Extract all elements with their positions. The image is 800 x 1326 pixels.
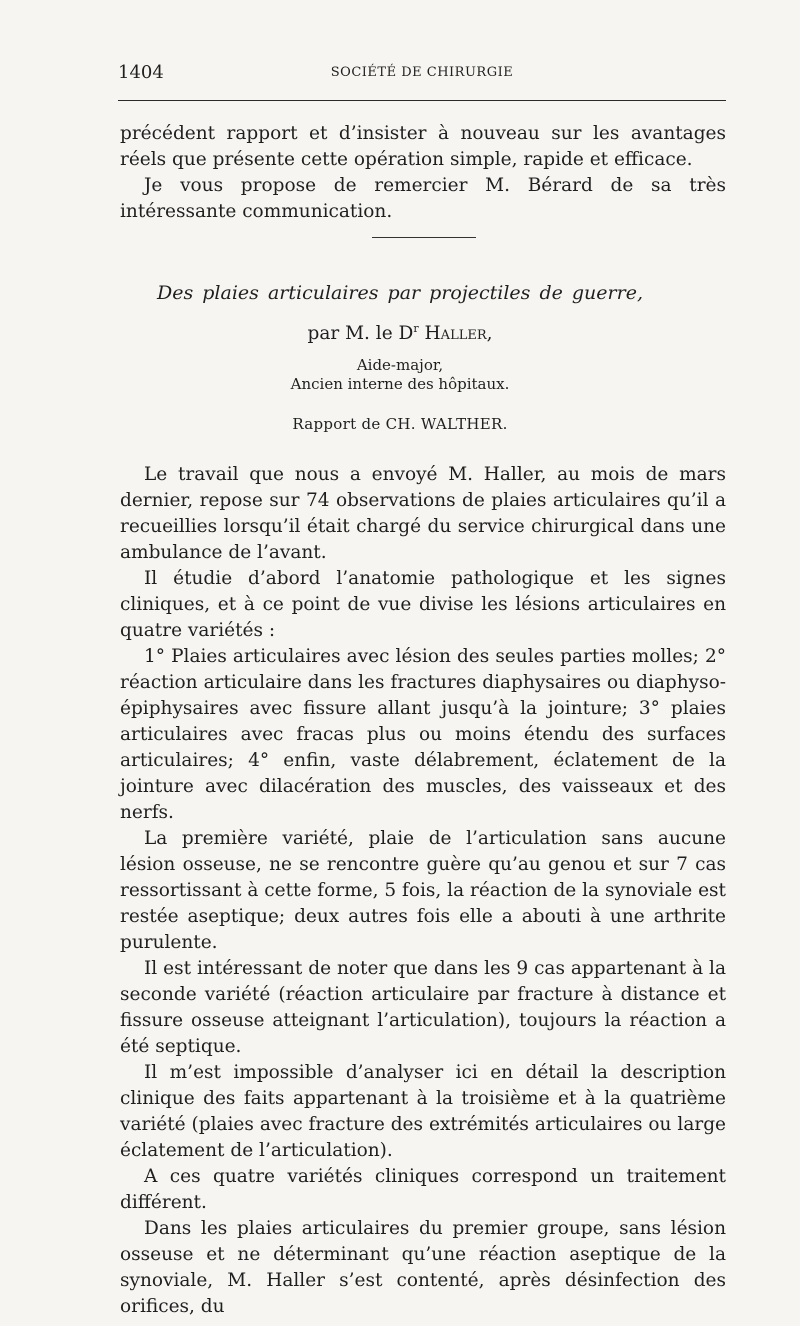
paragraph: Je vous propose de remercier M. Bérard de sa très intéressante communication.: [120, 175, 726, 222]
paragraph: A ces quatre variétés cliniques correspond un traitement différent.: [120, 1166, 726, 1213]
body-text: [120, 462, 726, 1320]
paragraph: Il m’est impossible d’analyser ici en détail la description clinique des faits appartenant à la troisième et à la quatrième variété (plaies avec fracture des extrémités articulaires ou large éclatement de l’articulation).: [120, 1062, 726, 1161]
paragraph: précédent rapport et d’insister à nouveau sur les avantages réels que présente cette opération simple, rapide et efficace.: [120, 123, 726, 170]
intro-text: [120, 121, 726, 225]
paragraph: Il est intéressant de noter que dans les 9 cas appartenant à la seconde variété (réaction articulaire par fracture à distance et fissure osseuse atteignant l’articulation), toujours la réaction a été septique.: [120, 958, 726, 1057]
author-prefix: par M. le D: [307, 323, 414, 345]
author-name: Haller,: [424, 323, 493, 345]
page-number: 1404: [118, 62, 164, 83]
author-title-sup: r: [413, 322, 419, 335]
paragraph: Dans les plaies articulaires du premier groupe, sans lésion osseuse et ne déterminant qu’une réaction aseptique de la synoviale, M. Haller s’est contenté, après désinfection des orifices, du: [120, 1218, 726, 1317]
header-rule: [118, 100, 726, 101]
paragraph: La première variété, plaie de l’articulation sans aucune lésion osseuse, ne se rencontre guère qu’au genou et sur 7 cas ressortissant à cette forme, 5 fois, la réaction de la synoviale est restée aseptique; deux autres fois elle a abouti à une arthrite purulente.: [120, 828, 726, 953]
article-author: [0, 322, 800, 344]
running-head: SOCIÉTÉ DE CHIRURGIE: [330, 65, 514, 80]
paragraph: 1° Plaies articulaires avec lésion des seules parties molles; 2° réaction articulaire dans les fractures diaphysaires ou diaphyso-épiphysaires avec fissure allant jusqu’à la jointure; 3° plaies articulaires avec fracas plus ou moins étendu des surfaces articulaires; 4° enfin, vaste délabrement, éclatement de la jointure avec dilacération des muscles, des vaisseaux et des nerfs.: [120, 646, 726, 823]
article-title: Des plaies articulaires par projectiles de guerre,: [157, 282, 643, 304]
paragraph: Le travail que nous a envoyé M. Haller, au mois de mars dernier, repose sur 74 observations de plaies articulaires qu’il a recueillies lorsqu’il était chargé du service chirurgical dans une ambulance de l’avant.: [120, 464, 726, 563]
section-separator: [372, 237, 476, 238]
report-byline: Rapport de CH. WALTHER.: [292, 415, 508, 433]
page-header: [118, 62, 726, 92]
paragraph: Il étudie d’abord l’anatomie pathologique et les signes cliniques, et à ce point de vue divise les lésions articulaires en quatre variétés :: [120, 568, 726, 641]
author-affiliation: Aide-major,: [356, 356, 444, 374]
author-affiliation: Ancien interne des hôpitaux.: [290, 375, 510, 393]
